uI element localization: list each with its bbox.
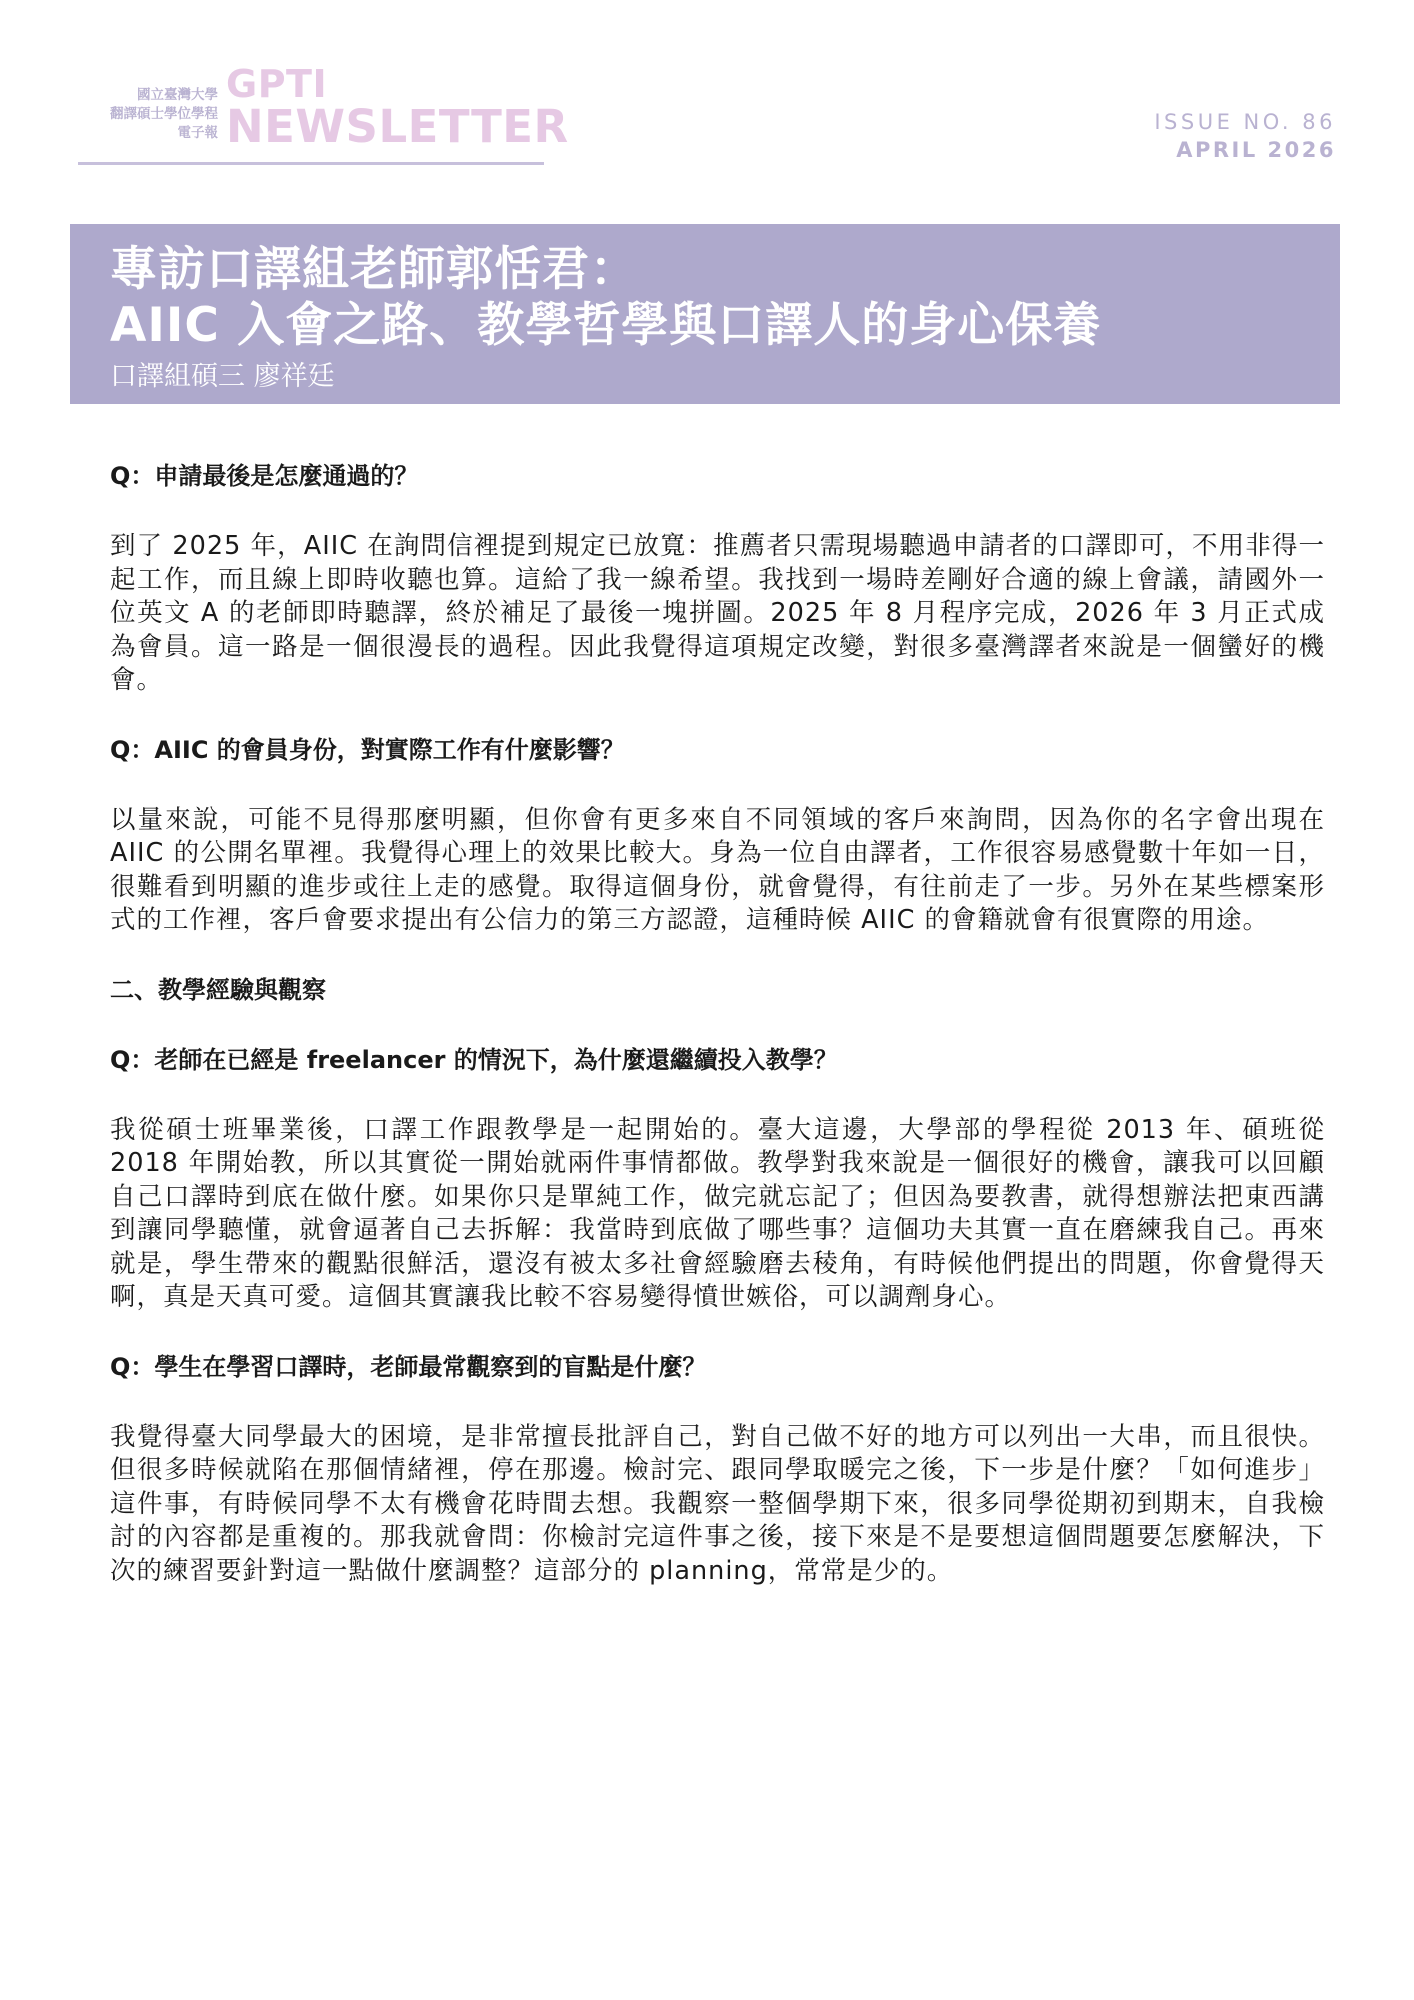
question-heading: Q：申請最後是怎麼通過的？ — [110, 462, 419, 490]
university-line: 國立臺灣大學 — [137, 87, 218, 103]
question-heading: Q：學生在學習口譯時，老師最常觀察到的盲點是什麼？ — [110, 1352, 707, 1381]
section-heading: 二、教學經驗與觀察 — [110, 975, 326, 1004]
university-name — [78, 86, 218, 143]
question-heading: Q：老師在已經是 freelancer 的情況下，為什麼還繼續投入教學？ — [110, 1045, 838, 1074]
masthead — [78, 62, 569, 166]
title-line-1: 專訪口譯組老師郭恬君： — [110, 242, 638, 297]
issue-date: APRIL 2026 — [1176, 138, 1336, 162]
university-line: 電子報 — [177, 125, 218, 141]
masthead-divider — [78, 162, 544, 165]
article-byline: 口譯組碩三 廖祥廷 — [110, 361, 335, 392]
issue-info — [1154, 108, 1336, 164]
issue-number: ISSUE NO. 86 — [1154, 110, 1336, 134]
article-title-banner — [70, 224, 1340, 404]
answer-paragraph: 到了 2025 年，AIIC 在詢問信裡提到規定已放寬：推薦者只需現場聽過申請者的口譯即可，不用非得一起工作，而且線上即時收聽也算。這給了我一線希望。我找到一場時差剛好合適的線上會議，請國外一位英文 A 的老師即時聽譯，終於補足了最後一塊拼圖。2025 年 8 月程序完成，2026 年 3 月正式成為會員。這一路是一個很漫長的過程。因此我覺得這項規定改變，對很多臺灣譯者來說是一個蠻好的機會。 — [110, 531, 1325, 695]
newsletter-logo — [226, 62, 569, 153]
title-line-2: AIIC 入會之路、教學哲學與口譯人的身心保養 — [110, 298, 1102, 353]
answer-paragraph: 我覺得臺大同學最大的困境，是非常擅長批評自己，對自己做不好的地方可以列出一大串，而且很快。但很多時候就陷在那個情緒裡，停在那邊。檢討完、跟同學取暖完之後，下一步是什麼？「如何進步」這件事，有時候同學不太有機會花時間去想。我觀察一整個學期下來，很多同學從期初到期末，自我檢討的內容都是重複的。那我就會問：你檢討完這件事之後，接下來是不是要想這個問題要怎麼解決，下次的練習要針對這一點做什麼調整？這部分的 planning，常常是少的。 — [110, 1421, 1325, 1586]
article-title — [110, 242, 1101, 354]
question-heading: Q：AIIC 的會員身份，對實際工作有什麼影響？ — [110, 735, 625, 764]
article-body — [110, 460, 1325, 1624]
logo-line-gpti: GPTI — [226, 62, 328, 106]
answer-paragraph: 我從碩士班畢業後，口譯工作跟教學是一起開始的。臺大這邊，大學部的學程從 2013 年、碩班從 2018 年開始教，所以其實從一開始就兩件事情都做。教學對我來說是一個很好的機會，讓我可以回顧自己口譯時到底在做什麼。如果你只是單純工作，做完就忘記了；但因為要教書，就得想辦法把東西講到讓同學聽懂，就會逼著自己去拆解：我當時到底做了哪些事？這個功夫其實一直在磨練我自己。再來就是，學生帶來的觀點很鮮活，還沒有被太多社會經驗磨去稜角，有時候他們提出的問題，你會覺得天啊，真是天真可愛。這個其實讓我比較不容易變得憤世嫉俗，可以調劑身心。 — [110, 1114, 1325, 1312]
university-line: 翻譯碩士學位學程 — [110, 106, 218, 122]
answer-paragraph: 以量來說，可能不見得那麼明顯，但你會有更多來自不同領域的客戶來詢問，因為你的名字會出現在 AIIC 的公開名單裡。我覺得心理上的效果比較大。身為一位自由譯者，工作很容易感覺數十年如一日，很難看到明顯的進步或往上走的感覺。取得這個身份，就會覺得，有往前走了一步。另外在某些標案形式的工作裡，客戶會要求提出有公信力的第三方認證，這種時候 AIIC 的會籍就會有很實際的用途。 — [110, 804, 1325, 935]
logo-line-newsletter: NEWSLETTER — [226, 100, 569, 153]
